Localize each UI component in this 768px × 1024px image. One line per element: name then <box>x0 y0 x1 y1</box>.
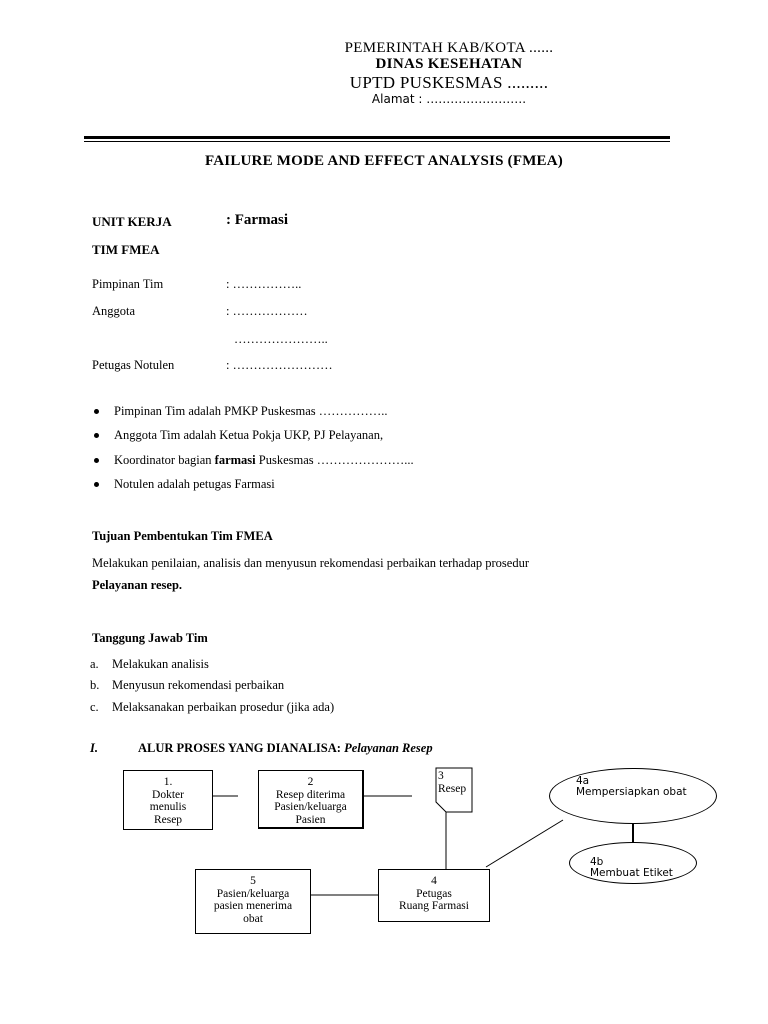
address-line: Alamat : ……………………. <box>371 92 527 106</box>
unit-label: UNIT KERJA <box>92 214 172 229</box>
bullet-bold-text: farmasi <box>214 452 256 467</box>
step-text: Pasien/keluarga <box>274 801 347 813</box>
connector-4-4a <box>486 820 563 867</box>
step-number: 4b <box>590 856 604 868</box>
step-text: Mempersiapkan obat <box>576 786 687 798</box>
list-text: Melaksanakan perbaikan prosedur (jika ada) <box>112 699 335 714</box>
government-header: PEMERINTAH KAB/KOTA ...... <box>344 40 554 56</box>
puskesmas-header: UPTD PUSKESMAS ......... <box>349 73 549 92</box>
responsibility-heading: Tanggung Jawab Tim <box>92 631 208 645</box>
flow-step-4b <box>569 842 697 884</box>
step-text: pasien menerima <box>213 900 293 912</box>
bullet-text: Pimpinan Tim adalah PMKP Puskesmas …………….. <box>114 404 388 418</box>
bullet-text: Anggota Tim adalah Ketua Pokja UKP, PJ Pelayanan, <box>114 428 384 443</box>
purpose-heading: Tujuan Pembentukan Tim FMEA <box>92 529 273 543</box>
leader-value: : …………….. <box>226 277 302 291</box>
bullet-text: Koordinator bagian <box>114 452 215 467</box>
step-text: Pasien/keluarga <box>216 887 290 900</box>
department-header: DINAS KESEHATAN <box>375 56 523 72</box>
step-text: menulis <box>149 801 187 813</box>
members-value-2: ………………….. <box>234 332 328 346</box>
step-number: 4 <box>431 875 437 887</box>
step-text: Ruang Farmasi <box>399 900 469 912</box>
step-number: 3 <box>438 770 444 782</box>
step-text: Petugas <box>416 887 452 900</box>
section-heading-text: ALUR PROSES YANG DIANALISA: <box>138 741 345 755</box>
purpose-text: Melakukan penilaian, analisis dan menyusun rekomendasi perbaikan terhadap prosedur <box>92 556 530 570</box>
step-number: 5 <box>250 875 256 887</box>
list-marker: a. <box>90 657 99 671</box>
unit-value: : Farmasi <box>226 212 289 228</box>
step-text: Pasien <box>295 813 326 826</box>
list-text: Menyusun rekomendasi perbaikan <box>112 678 285 693</box>
flow-step-3 <box>438 770 466 795</box>
step-number: 2 <box>307 776 314 788</box>
flow-step-5 <box>195 869 311 934</box>
step-text: Resep <box>153 813 183 826</box>
bullet-text-tail: Puskesmas …………………... <box>255 452 414 467</box>
step-text: Dokter <box>152 788 184 801</box>
bullet-text: Notulen adalah petugas Farmasi <box>114 476 275 491</box>
list-text: Melakukan analisis <box>112 657 209 671</box>
list-marker: b. <box>90 678 100 693</box>
step-number: 4a <box>576 775 590 787</box>
flow-step-4 <box>378 869 490 922</box>
flow-step-1 <box>123 770 213 830</box>
step-text: obat <box>243 912 263 925</box>
section-heading-italic: Pelayanan Resep <box>344 741 433 755</box>
purpose-text-bold: Pelayanan resep. <box>92 578 183 592</box>
team-heading: TIM FMEA <box>92 242 160 257</box>
members-value: : ……………… <box>226 304 308 318</box>
members-label: Anggota <box>92 304 136 318</box>
list-marker: c. <box>90 699 99 714</box>
step-text: Resep diterima <box>275 788 346 801</box>
flow-step-4a <box>549 768 717 824</box>
document-title: FAILURE MODE AND EFFECT ANALYSIS (FMEA) <box>205 153 563 169</box>
step-text: Membuat Etiket <box>590 867 673 879</box>
step-number: 1. <box>163 776 173 788</box>
section-number: I. <box>90 741 98 755</box>
notulen-value: : …………………… <box>226 358 333 372</box>
notulen-label: Petugas Notulen <box>92 358 175 372</box>
leader-label: Pimpinan Tim <box>92 277 164 291</box>
flow-step-2 <box>258 770 364 829</box>
step-text: Resep <box>438 782 467 795</box>
